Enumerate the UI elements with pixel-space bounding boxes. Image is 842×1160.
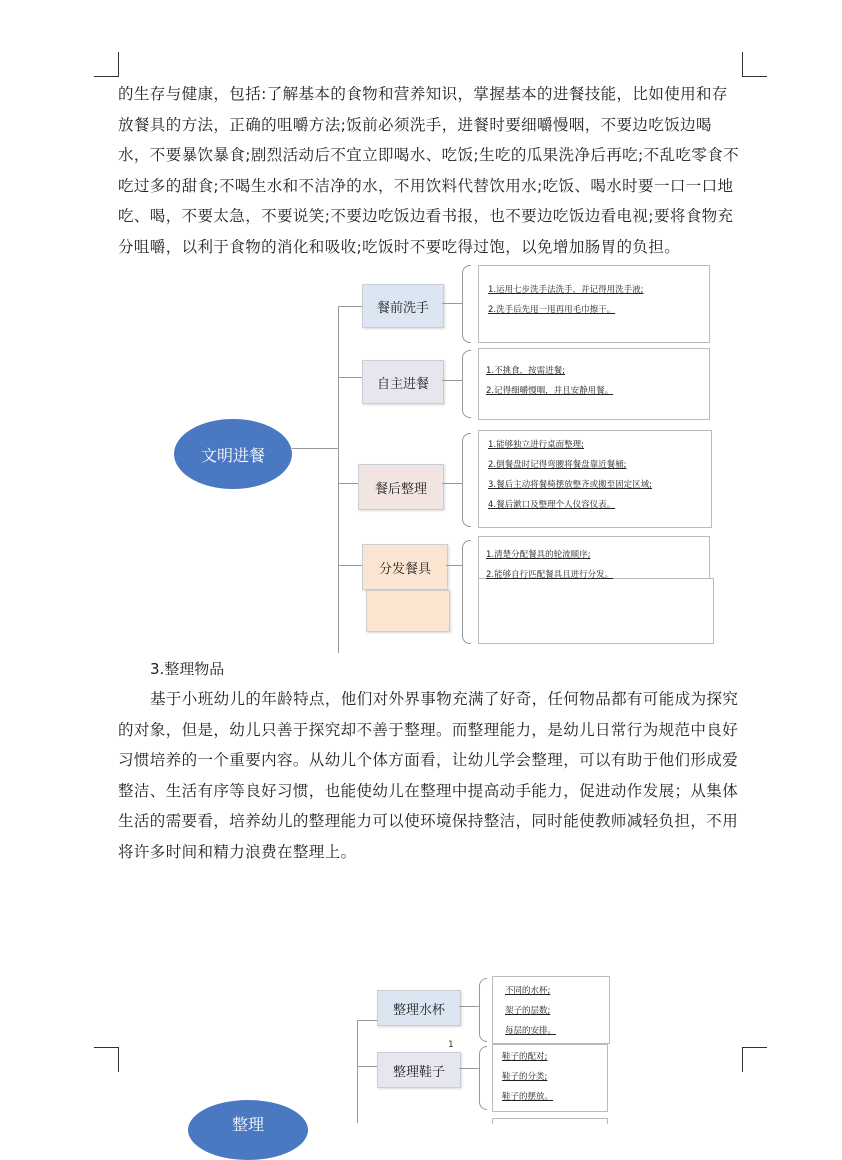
connector-line [338, 377, 362, 378]
crop-mark-top-left [94, 52, 119, 77]
leaf-item: 2.倒餐盘时记得弯腰将餐盘靠近餐桶; [488, 460, 627, 470]
crop-mark-bottom-left [94, 1047, 119, 1072]
connector-line [442, 380, 462, 381]
leaf-item: 鞋子的配对; [502, 1052, 548, 1062]
branch-after-meal: 餐后整理 [358, 464, 444, 510]
connector-line [357, 1020, 358, 1123]
branch-self-eating: 自主进餐 [362, 360, 444, 404]
leaf-item: 3.餐后主动将餐椅摆放整齐或搬至固定区域; [488, 480, 652, 490]
connector-line [338, 306, 362, 307]
leaf-item: 1.不挑食，按需进餐; [486, 366, 565, 376]
branch-wash-hands: 餐前洗手 [362, 284, 444, 328]
leaf-item: 4.餐后漱口及整理个人仪容仪表。 [488, 500, 616, 510]
brace [479, 1046, 487, 1110]
branch-organize-shoes: 整理鞋子 [377, 1052, 461, 1088]
branch-distribute-tableware: 分发餐具 [362, 544, 448, 590]
brace [479, 978, 487, 1042]
connector-line [338, 306, 339, 653]
mindmap1-center: 文明进餐 [174, 419, 292, 489]
leaf-item: 2.记得细嚼慢咽，并且安静用餐。 [486, 386, 614, 396]
empty-branch-box [366, 590, 450, 632]
leaf-item: 每层的安排。 [505, 1026, 557, 1036]
brace [462, 350, 471, 418]
connector-line [357, 1020, 377, 1021]
leaf-item: 2.能够自行匹配餐具且进行分发。 [486, 570, 614, 580]
leaf-item: 不同的水杯; [505, 986, 551, 996]
connector-line [338, 483, 360, 484]
crop-mark-top-right [742, 52, 767, 77]
leaf-item: 1.清楚分配餐具的轮流顺序; [486, 550, 591, 560]
brace [462, 540, 471, 644]
connector-line [446, 565, 462, 566]
leaf-item: 1.能够独立进行桌面整理; [488, 440, 584, 450]
connector-line [442, 483, 462, 484]
paragraph-organizing: 基于小班幼儿的年龄特点，他们对外界事物充满了好奇，任何物品都有可能成为探究的对象，但是，幼儿只善于探究却不善于整理。而整理能力，是幼儿日常行为规范中良好习惯培养的一个重要内容。从幼儿个体方面看，让幼儿学会整理，可以有助于他们形成爱整洁、生活有序等良好习惯，也能使幼儿在整理中提高动手能力，促进动作发展；从集体生活的需要看，培养幼儿的整理能力可以使环境保持整洁，同时能使教师减轻负担，不用将许多时间和精力浪费在整理上。 [118, 690, 739, 861]
leaf-item: 架子的层数; [505, 1006, 551, 1016]
section-heading: 3.整理物品 [150, 660, 225, 678]
leaf-box [478, 578, 714, 644]
connector-line [292, 448, 338, 449]
brace [462, 433, 471, 527]
page-number: 1 [448, 1040, 454, 1050]
brace [462, 265, 471, 343]
connector-line [459, 1006, 479, 1007]
connector-line [442, 303, 462, 304]
crop-mark-bottom-right [742, 1047, 767, 1072]
leaf-item: 2.洗手后先甩一甩再用毛巾擦干。 [488, 305, 616, 315]
paragraph-eating-health: 的生存与健康，包括:了解基本的食物和营养知识，掌握基本的进餐技能，比如使用和存放餐具的方法，正确的咀嚼方法;饭前必须洗手，进餐时要细嚼慢咽，不要边吃饭边喝水，不要暴饮暴食;剧烈活动后不宜立即喝水、吃饭;生吃的瓜果洗净后再吃;不乱吃零食不吃过多的甜食;不喝生水和不洁净的水，不用饮料代替饮用水;吃饭、喝水时要一口一口地吃、喝，不要太急，不要说笑;不要边吃饭边看书报，也不要边吃饭边看电视;要将食物充分咀嚼，以利于食物的消化和吸收;吃饭时不要吃得过饱，以免增加肠胃的负担。 [118, 85, 740, 256]
leaf-item: 鞋子的摆放。 [502, 1092, 554, 1102]
connector-line [357, 1066, 377, 1067]
leaf-box-partial [492, 1118, 608, 1124]
leaf-item: 鞋子的分类; [502, 1072, 548, 1082]
mindmap2-center: 整理 [188, 1100, 308, 1160]
leaf-item: 1.运用七步洗手法洗手，并记得用洗手液; [488, 285, 644, 295]
connector-line [459, 1068, 479, 1069]
connector-line [338, 565, 362, 566]
branch-organize-cups: 整理水杯 [377, 990, 461, 1026]
